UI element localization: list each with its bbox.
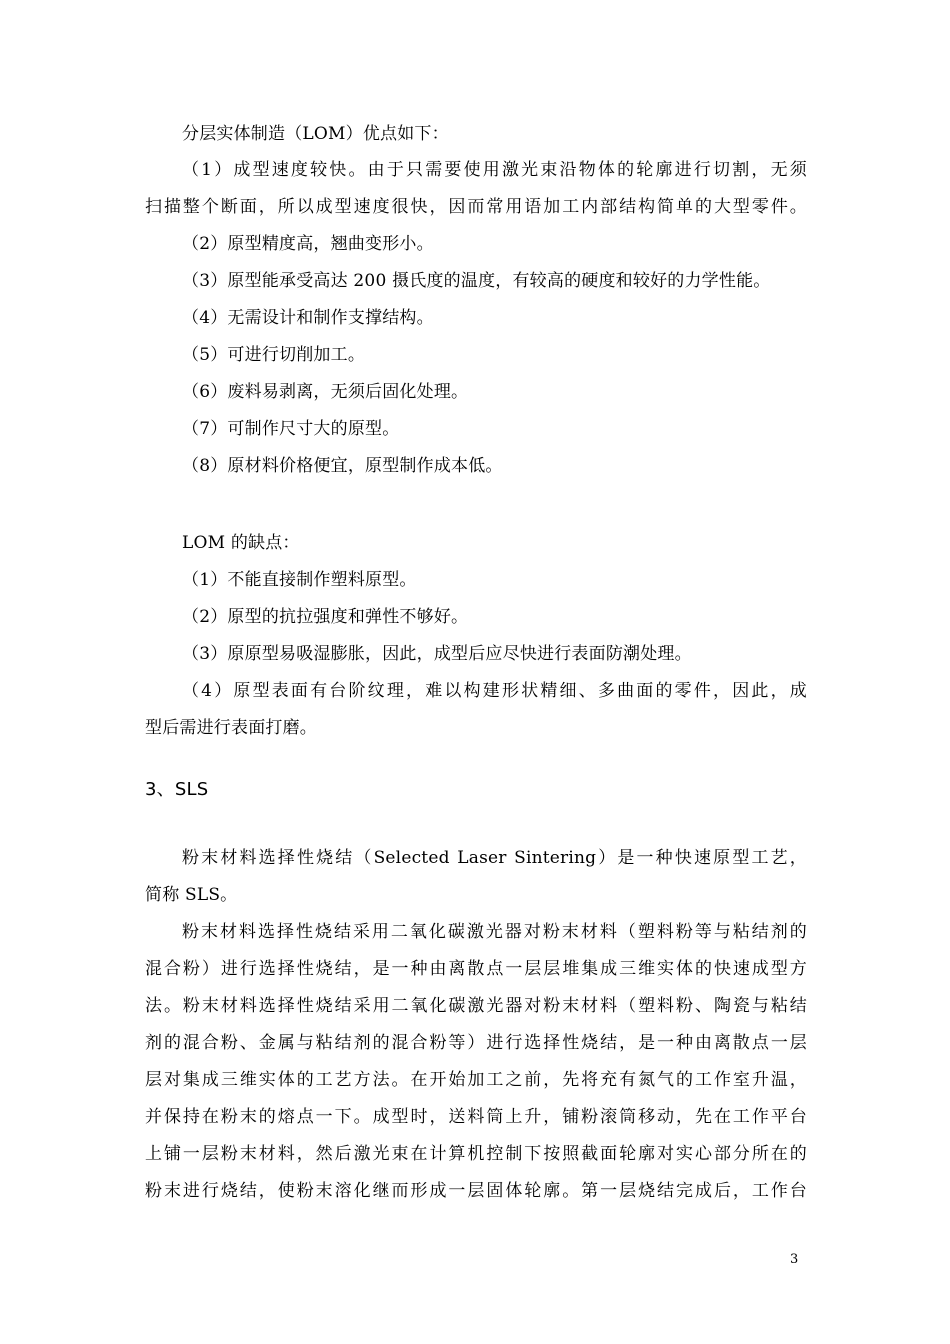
sls-paragraph-2-line-5: 层对集成三维实体的工艺方法。在开始加工之前，先将充有氮气的工作室升温， (145, 1070, 807, 1090)
sls-paragraph-2-line-2: 混合粉）进行选择性烧结，是一种由离散点一层层堆集成三维实体的快速成型方 (145, 959, 807, 979)
lom-advantage-7: （7）可制作尺寸大的原型。 (182, 419, 400, 439)
lom-advantage-4: （4）无需设计和制作支撑结构。 (182, 308, 434, 328)
sls-paragraph-2-line-3: 法。粉末材料选择性烧结采用二氧化碳激光器对粉末材料（塑料粉、陶瓷与粘结 (145, 996, 807, 1016)
sls-paragraph-2-line-8: 粉末进行烧结，使粉末溶化继而形成一层固体轮廓。第一层烧结完成后，工作台 (145, 1181, 807, 1201)
sls-paragraph-2-line-6: 并保持在粉末的熔点一下。成型时，送料筒上升，铺粉滚筒移动，先在工作平台 (145, 1107, 807, 1127)
lom-disadvantage-3: （3）原原型易吸湿膨胀，因此，成型后应尽快进行表面防潮处理。 (182, 644, 692, 664)
sls-paragraph-2-line-4: 剂的混合粉、金属与粘结剂的混合粉等）进行选择性烧结，是一种由离散点一层 (145, 1033, 807, 1053)
sls-paragraph-2-line-1: 粉末材料选择性烧结采用二氧化碳激光器对粉末材料（塑料粉等与粘结剂的 (182, 922, 807, 942)
lom-disadvantage-4-line-2: 型后需进行表面打磨。 (145, 718, 317, 738)
lom-advantage-3: （3）原型能承受高达 200 摄氏度的温度，有较高的硬度和较好的力学性能。 (182, 271, 771, 291)
lom-disadvantage-2: （2）原型的抗拉强度和弹性不够好。 (182, 607, 469, 627)
sls-paragraph-1-line-1: 粉末材料选择性烧结（Selected Laser Sintering）是一种快速原型工艺， (182, 848, 807, 868)
lom-disadvantages-title: LOM 的缺点： (182, 533, 300, 553)
page-number: 3 (790, 1252, 799, 1267)
lom-advantage-5: （5）可进行切削加工。 (182, 345, 366, 365)
lom-advantage-2: （2）原型精度高，翘曲变形小。 (182, 234, 434, 254)
lom-advantage-1-line-1: （1）成型速度较快。由于只需要使用激光束沿物体的轮廓进行切割，无须 (182, 160, 807, 180)
lom-advantage-6: （6）废料易剥离，无须后固化处理。 (182, 382, 469, 402)
lom-disadvantage-1: （1）不能直接制作塑料原型。 (182, 570, 417, 590)
lom-advantage-1-line-2: 扫描整个断面，所以成型速度很快，因而常用语加工内部结构简单的大型零件。 (145, 197, 807, 217)
sls-paragraph-2-line-7: 上铺一层粉末材料，然后激光束在计算机控制下按照截面轮廓对实心部分所在的 (145, 1144, 807, 1164)
sls-paragraph-1-line-2: 简称 SLS。 (145, 885, 238, 905)
lom-advantage-8: （8）原材料价格便宜，原型制作成本低。 (182, 456, 503, 476)
lom-advantages-title: 分层实体制造（LOM）优点如下： (182, 124, 449, 144)
lom-disadvantage-4-line-1: （4）原型表面有台阶纹理，难以构建形状精细、多曲面的零件，因此，成 (182, 681, 807, 701)
section-heading-sls: 3、SLS (145, 779, 209, 800)
